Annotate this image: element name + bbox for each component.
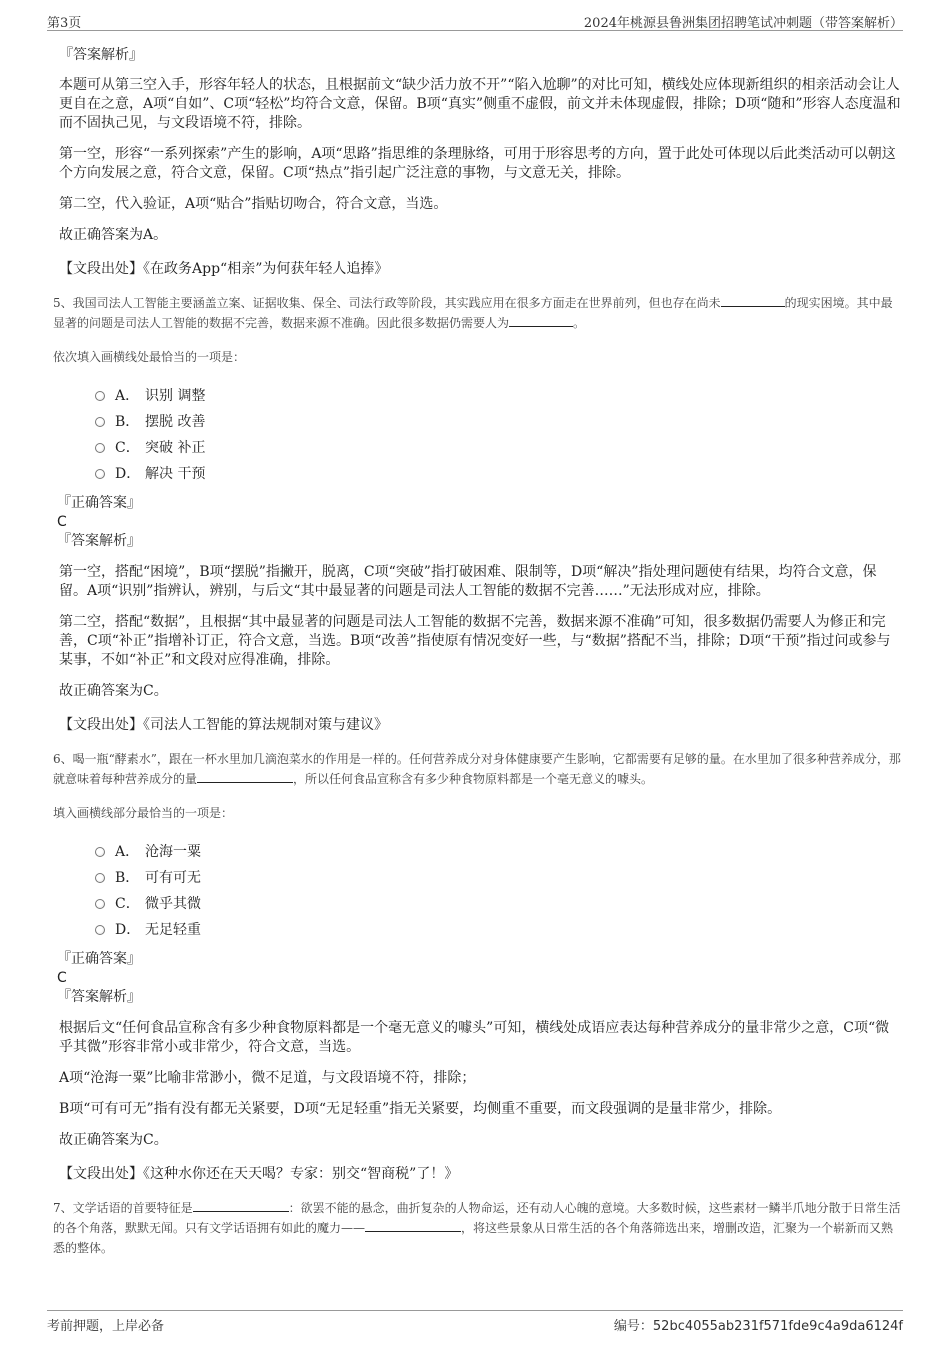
q5-options bbox=[95, 383, 903, 487]
q7-blank-2 bbox=[365, 1219, 461, 1232]
footer-slogan: 考前押题，上岸必备 bbox=[47, 1319, 165, 1334]
radio-icon[interactable] bbox=[95, 873, 105, 883]
q7-blank-1 bbox=[193, 1199, 289, 1212]
document-code: 编号：52bc4055ab231f571fde9c4a9da6124f bbox=[613, 1319, 903, 1334]
q5-blank-1 bbox=[721, 294, 785, 307]
q6-analysis-para: B项“可有可无”指有没有都无关紧要，D项“无足轻重”指无关紧要，均侧重不重要，而文段强调的是量非常少，排除。 bbox=[59, 1101, 782, 1117]
q5-stem: 5、我国司法人工智能主要涵盖立案、证据收集、保全、司法行政等阶段，其实践应用在很多方面走在世界前列，但也存在尚未 的现实困境。其中最显著的问题是司法人工智能的数据不完善，数据来源不准确。因此很多数据仍需要人为 。 bbox=[53, 296, 893, 330]
answer-analysis-label: 『答案解析』 bbox=[57, 533, 141, 549]
q4-analysis-para: 第二空，代入验证，A项“贴合”指贴切吻合，符合文意，当选。 bbox=[59, 196, 448, 212]
document-title: 2024年桃源县鲁洲集团招聘笔试冲刺题（带答案解析） bbox=[583, 16, 903, 31]
radio-icon[interactable] bbox=[95, 469, 105, 479]
q4-source: 【文段出处】《在政务App“相亲”为何获年轻人追捧》 bbox=[59, 261, 389, 277]
radio-icon[interactable] bbox=[95, 417, 105, 427]
q6-blank bbox=[197, 770, 293, 783]
q5-answer-block bbox=[57, 493, 903, 551]
page-content bbox=[47, 44, 903, 1258]
q5-option-a[interactable]: A． 识别 调整 bbox=[95, 383, 903, 409]
q5-analysis-para: 故正确答案为C。 bbox=[59, 683, 168, 699]
q6-source: 【文段出处】《这种水你还在天天喝？专家：别交“智商税”了！》 bbox=[59, 1166, 459, 1182]
q4-analysis-para: 第一空，形容“一系列探索”产生的影响，A项“思路”指思维的条理脉络，可用于形容思考的方向，置于此处可体现以后此类活动可以朝这个方向发展之意，符合文意，保留。C项“热点”指引起广泛注意的事物，与文意无关，排除。 bbox=[59, 146, 896, 181]
q6-option-b[interactable]: B． 可有可无 bbox=[95, 865, 903, 891]
q4-analysis-para: 本题可从第三空入手，形容年轻人的状态，且根据前文“缺少活力放不开”“陷入尬聊”的对比可知，横线处应体现新组织的相亲活动会让人更自在之意，A项“自如”、C项“轻松”均符合文意，保留。B项“真实”侧重不虚假，前文并未体现虚假，排除；D项“随和”形容人态度温和而不固执己见，与文段语境不符，排除。 bbox=[59, 77, 901, 131]
correct-answer-label: 『正确答案』 bbox=[57, 951, 141, 967]
q5-prompt: 依次填入画横线处最恰当的一项是： bbox=[53, 350, 246, 364]
answer-analysis-label: 『答案解析』 bbox=[57, 989, 141, 1005]
page-footer bbox=[47, 1310, 903, 1333]
answer-analysis-label: 『答案解析』 bbox=[59, 47, 143, 63]
radio-icon[interactable] bbox=[95, 899, 105, 909]
q6-answer-block bbox=[57, 949, 903, 1007]
q6-prompt: 填入画横线部分最恰当的一项是： bbox=[53, 806, 234, 820]
q6-analysis-para: A项“沧海一粟”比喻非常渺小，微不足道，与文段语境不符，排除； bbox=[59, 1070, 476, 1086]
correct-answer-label: 『正确答案』 bbox=[57, 495, 141, 511]
q6-stem: 6、喝一瓶“酵素水”，跟在一杯水里加几滴泡菜水的作用是一样的。任何营养成分对身体健康要产生影响，它都需要有足够的量。在水里加了很多种营养成分，那就意味着每种营养成分的量 ，所以任何食品宣称含有多少种食物原料都是一个毫无意义的噱头。 bbox=[53, 752, 901, 786]
radio-icon[interactable] bbox=[95, 925, 105, 935]
q7-stem: 7、文学话语的首要特征是 ：欲罢不能的悬念，曲折复杂的人物命运，还有动人心魄的意境。大多数时候，这些素材一鳞半爪地分散于日常生活的各个角落，默默无闻。只有文学话语拥有如此的魔力—— ，将这些景象从日常生活的各个角落筛选出来，增删改造，汇聚为一个崭新而又熟悉的整体。 bbox=[53, 1201, 901, 1255]
q5-option-c[interactable]: C． 突破 补正 bbox=[95, 435, 903, 461]
page-header bbox=[47, 10, 903, 31]
q5-analysis-para: 第二空，搭配“数据”，且根据“其中最显著的问题是司法人工智能的数据不完善，数据来源不准确”可知，很多数据仍需要人为修正和完善，C项“补正”指增补订正，符合文意，当选。B项“改善”指使原有情况变好一些，与“数据”搭配不当，排除；D项“干预”指过问或参与某事，不如“补正”和文段对应得准确，排除。 bbox=[59, 614, 891, 668]
q6-analysis-para: 根据后文“任何食品宣称含有多少种食物原料都是一个毫无意义的噱头”可知，横线处成语应表达每种营养成分的量非常少之意，C项“微乎其微”形容非常小或非常少，符合文意，当选。 bbox=[59, 1020, 890, 1055]
q5-source: 【文段出处】《司法人工智能的算法规制对策与建议》 bbox=[59, 717, 388, 733]
q5-blank-2 bbox=[509, 314, 573, 327]
q6-analysis-para: 故正确答案为C。 bbox=[59, 1132, 168, 1148]
q6-option-d[interactable]: D． 无足轻重 bbox=[95, 917, 903, 943]
radio-icon[interactable] bbox=[95, 847, 105, 857]
q5-option-b[interactable]: B． 摆脱 改善 bbox=[95, 409, 903, 435]
q6-correct-answer: C bbox=[57, 970, 67, 986]
q4-analysis-para: 故正确答案为A。 bbox=[59, 227, 168, 243]
q5-option-d[interactable]: D． 解决 干预 bbox=[95, 461, 903, 487]
page-number: 第3页 bbox=[47, 16, 82, 31]
q6-option-a[interactable]: A． 沧海一粟 bbox=[95, 839, 903, 865]
radio-icon[interactable] bbox=[95, 391, 105, 401]
q6-option-c[interactable]: C． 微乎其微 bbox=[95, 891, 903, 917]
q6-options bbox=[95, 839, 903, 943]
q5-analysis-para: 第一空，搭配“困境”，B项“摆脱”指撇开，脱离，C项“突破”指打破困难、限制等，D项“解决”指处理问题使有结果，均符合文意，保留。A项“识别”指辨认，辨别，与后文“其中最显著的问题是司法人工智能的数据不完善……”无法形成对应，排除。 bbox=[59, 564, 877, 599]
q5-correct-answer: C bbox=[57, 514, 67, 530]
radio-icon[interactable] bbox=[95, 443, 105, 453]
